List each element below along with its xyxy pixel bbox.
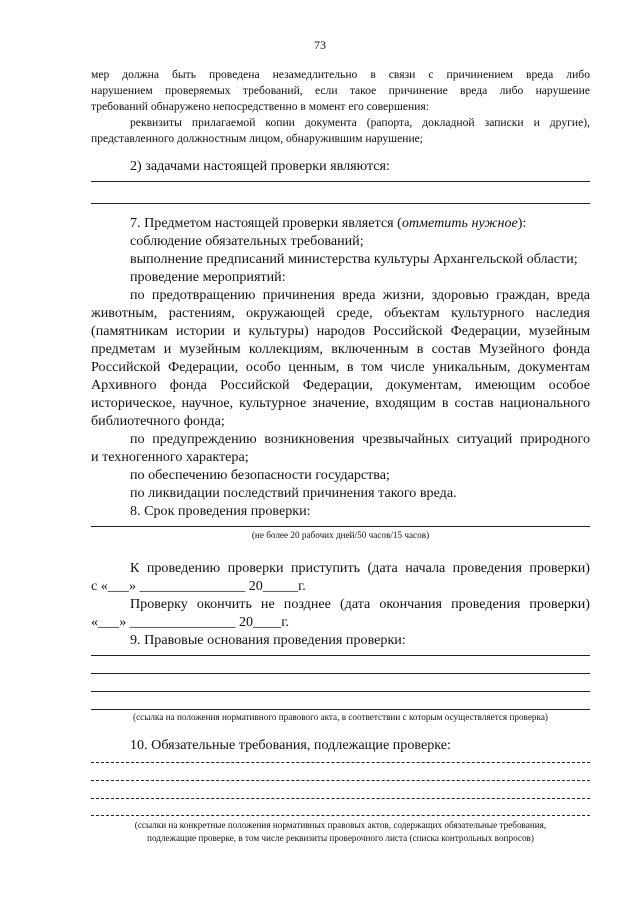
liquidation-line: по ликвидации последствий причинения такого вреда.	[130, 485, 457, 501]
end-date-line: Проверку окончить не позднее (дата окончания проведения проверки)	[130, 596, 590, 612]
item10-note: подлежащие проверке, в том числе реквизиты проверочного листа (списка контрольных вопросов)	[147, 833, 534, 843]
text-line: требований обнаружено непосредственно в момент его совершения:	[91, 100, 429, 113]
start-date-line: К проведению проверки приступить (дата начала проведения проверки)	[130, 560, 590, 576]
item7-suffix: ):	[517, 215, 527, 231]
emergency-line: по предупреждению возникновения чрезвычайных ситуаций природного	[130, 431, 590, 447]
prevention-line: по предотвращению причинения вреда жизни, здоровью граждан, вреда	[130, 287, 590, 303]
prevention-line: (памятникам истории и культуры) народов Российской Федерации, музейным	[91, 323, 590, 339]
item7-heading	[130, 215, 526, 232]
fill-line	[91, 655, 590, 656]
item8-label: 8. Срок проведения проверки:	[130, 503, 311, 519]
fill-line	[91, 673, 590, 674]
item7-line: выполнение предписаний министерства культуры Архангельской области;	[130, 251, 578, 267]
tasks-label: 2) задачами настоящей проверки являются:	[130, 158, 390, 174]
emergency-line: и техногенного характера;	[91, 449, 249, 465]
text-line: мер должна быть проведена незамедлительно в связи с причинением вреда либо	[91, 68, 590, 81]
text-line: нарушением проверяемых требований, если такое причинение вреда либо нарушение	[91, 84, 590, 97]
prevention-line: библиотечного фонда;	[91, 413, 225, 429]
fill-line	[91, 203, 590, 204]
prevention-line: предметам и музейным коллекциям, включенным в состав Музейного фонда	[91, 341, 590, 357]
security-line: по обеспечению безопасности государства;	[130, 467, 390, 483]
requisites-line: представленного должностным лицом, обнаружившим нарушение;	[91, 132, 424, 145]
fill-line	[91, 780, 590, 781]
item8-note: (не более 20 рабочих дней/50 часов/15 часов)	[251, 530, 430, 540]
start-date-field: с «___» _______________ 20_____г.	[91, 578, 306, 594]
fill-line	[91, 691, 590, 692]
item9-label: 9. Правовые основания проведения проверки:	[130, 632, 406, 648]
fill-line	[91, 798, 590, 799]
page-number: 73	[314, 38, 326, 52]
item7-prefix: 7. Предметом настоящей проверки является (	[130, 215, 402, 231]
end-date-field: «___» _______________ 20____г.	[91, 614, 289, 630]
requisites-line: реквизиты прилагаемой копии документа (рапорта, докладной записки и другие),	[130, 116, 590, 129]
prevention-line: историческое, научное, культурное значение, входящим в состав национального	[91, 395, 590, 411]
fill-line	[91, 815, 590, 816]
fill-line	[91, 762, 590, 763]
item7-italic: отметить нужное	[401, 215, 518, 231]
prevention-line: Архивного фонда Российской Федерации, документам, имеющим особое	[91, 377, 590, 393]
prevention-line: животным, растениям, окружающей среде, объектам культурного наследия	[91, 305, 590, 321]
item7-line: соблюдение обязательных требований;	[130, 233, 364, 249]
item10-note: (ссылки на конкретные положения нормативных правовых актов, содержащих обязательные требования,	[134, 820, 547, 830]
item7-line: проведение мероприятий:	[130, 269, 286, 285]
item10-label: 10. Обязательные требования, подлежащие проверке:	[130, 737, 451, 753]
fill-line	[91, 526, 590, 527]
fill-line	[91, 709, 590, 710]
prevention-line: Российской Федерации, особо ценным, в том числе уникальным, документам	[91, 359, 590, 375]
item9-note: (ссылка на положения нормативного правового акта, в соответствии с которым осуществляется проверка)	[133, 712, 548, 722]
fill-line	[91, 181, 590, 182]
